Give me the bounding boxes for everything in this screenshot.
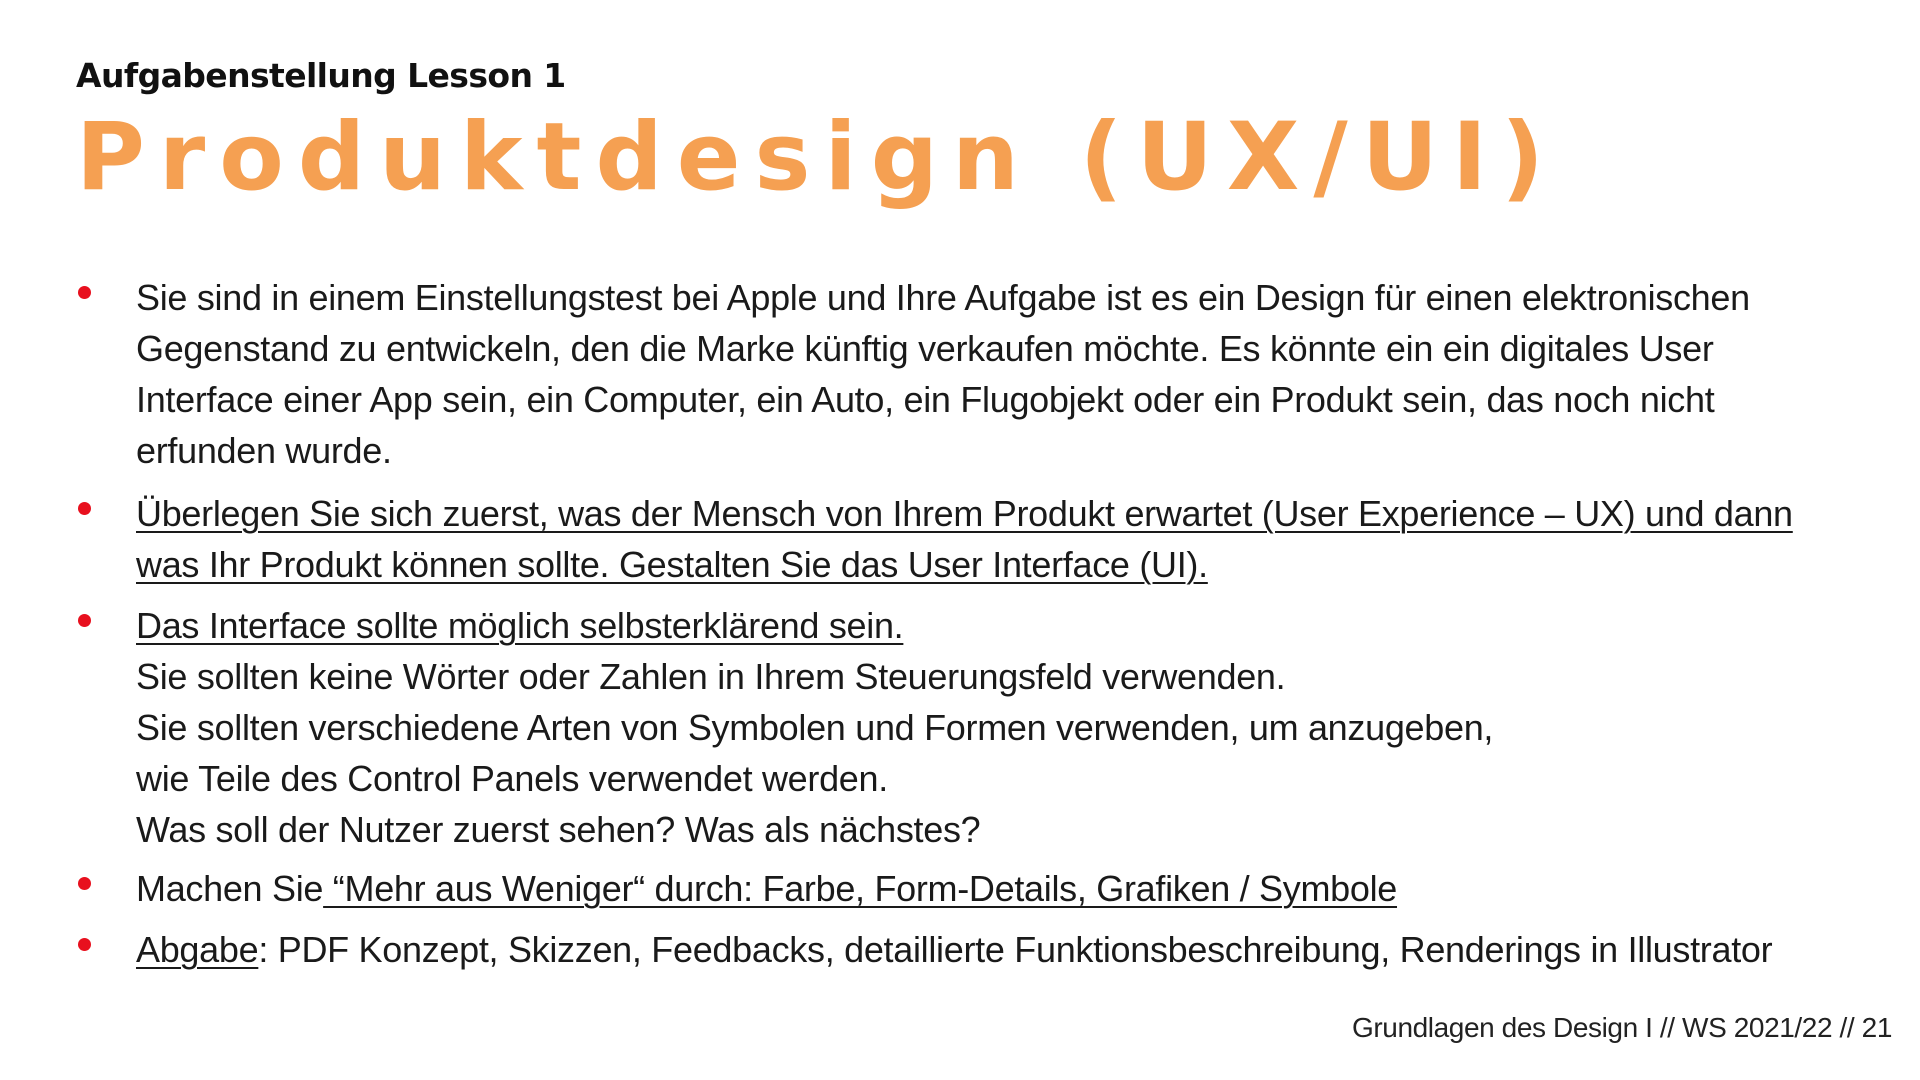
- bullet-text: : PDF Konzept, Skizzen, Feedbacks, detaillierte Funktionsbeschreibung, Renderings in Illustrator: [258, 929, 1773, 970]
- bullet-item-mehr-aus-weniger: [76, 863, 1856, 914]
- bullet-item-ux-ui: [76, 488, 1856, 590]
- bullet-dot-icon: [78, 938, 91, 951]
- bullet-list: [76, 272, 1856, 975]
- bullet-item-task: [76, 272, 1856, 476]
- bullet-item-interface: [76, 600, 1856, 855]
- bullet-dot-icon: [78, 286, 91, 299]
- bullet-underlined-text: “Mehr aus Weniger“ durch: Farbe, Form-Details, Grafiken / Symbole: [323, 868, 1398, 909]
- bullet-item-abgabe: [76, 924, 1856, 975]
- bullet-line: Was soll der Nutzer zuerst sehen? Was als nächstes?: [136, 809, 981, 850]
- bullet-prefix: Machen Sie: [136, 868, 324, 909]
- slide-footer: Grundlagen des Design I // WS 2021/22 // 21: [1351, 1012, 1892, 1043]
- bullet-text: Überlegen Sie sich zuerst, was der Mensch von Ihrem Produkt erwartet (User Experience – UX) und dann was Ihr Produkt können sollte. Gestalten Sie das User Interface (UI).: [136, 493, 1793, 585]
- bullet-label: Abgabe: [136, 929, 259, 970]
- bullet-text: Sie sind in einem Einstellungstest bei Apple und Ihre Aufgabe ist es ein Design für einen elektronischen Gegenstand zu entwickeln, den die Marke künftig verkaufen möchte. Es könnte ein ein digitales User Interface einer App sein, ein Computer, ein Auto, ein Flugobjekt oder ein Produkt sein, das noch nicht erfunden wurde.: [136, 277, 1750, 471]
- slide-subtitle: Aufgabenstellung Lesson 1: [76, 56, 566, 95]
- bullet-dot-icon: [78, 614, 91, 627]
- bullet-dot-icon: [78, 877, 91, 890]
- bullet-line: wie Teile des Control Panels verwendet werden.: [136, 758, 888, 799]
- bullet-line: Sie sollten keine Wörter oder Zahlen in Ihrem Steuerungsfeld verwenden.: [136, 656, 1286, 697]
- bullet-dot-icon: [78, 502, 91, 515]
- bullet-heading: Das Interface sollte möglich selbsterklärend sein.: [136, 605, 904, 646]
- slide-title: Produktdesign (UX/UI): [76, 103, 1558, 212]
- bullet-line: Sie sollten verschiedene Arten von Symbolen und Formen verwenden, um anzugeben,: [136, 707, 1494, 748]
